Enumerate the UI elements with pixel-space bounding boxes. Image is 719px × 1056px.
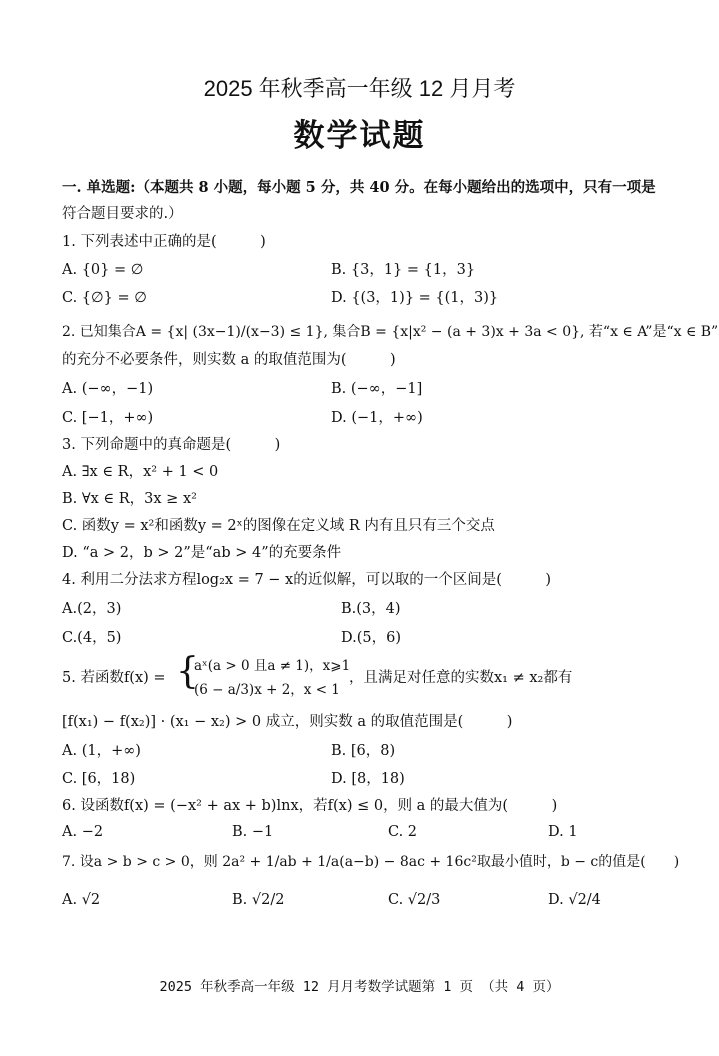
q2-stem-line1: 2. 已知集合A = {x| (3x−1)/(x−3) ≤ 1}, 集合B = {x|x² − (a + 3)x + 3a < 0}, 若“x ∈ A”是“x ∈ B” xyxy=(62,324,719,340)
q4-option-d: D.(5，6) xyxy=(341,630,401,646)
q7-option-c: C. √2/3 xyxy=(388,892,441,908)
q7-option-b: B. √2/2 xyxy=(232,892,285,908)
q5-stem-line2: [f(x₁) − f(x₂)] · (x₁ − x₂) > 0 成立，则实数 a 的取值范围是( ) xyxy=(62,714,513,730)
q5-option-a: A. (1，+∞) xyxy=(62,743,141,759)
section-heading-line1: 一. 单选题:（本题共 8 小题，每小题 5 分，共 40 分。在每小题给出的选项中，只有一项是 xyxy=(62,179,656,196)
q7-option-d: D. √2/4 xyxy=(548,892,601,908)
q3-option-c: C. 函数y = x²和函数y = 2ˣ的图像在定义域 R 内有且只有三个交点 xyxy=(62,518,495,534)
q6-option-c: C. 2 xyxy=(388,824,418,840)
q6-option-d: D. 1 xyxy=(548,824,578,840)
exam-subject-title: 数学试题 xyxy=(293,118,426,154)
q5-piecewise-case2: (6 − a/3)x + 2，x < 1 xyxy=(194,682,340,698)
page-footer: 2025 年秋季高一年级 12 月月考数学试题第 1 页 （共 4 页） xyxy=(159,979,560,995)
q3-stem: 3. 下列命题中的真命题是( ) xyxy=(62,437,281,453)
q1-option-a: A. {0} = ∅ xyxy=(62,262,144,278)
q5-stem-prefix: 5. 若函数f(x) = xyxy=(62,670,166,686)
q3-option-d: D. “a > 2，b > 2”是“ab > 4”的充要条件 xyxy=(62,545,342,561)
q6-option-b: B. −1 xyxy=(232,824,274,840)
q3-option-a: A. ∃x ∈ R，x² + 1 < 0 xyxy=(62,464,219,480)
q4-stem: 4. 利用二分法求方程log₂x = 7 − x的近似解，可以取的一个区间是( ) xyxy=(62,572,552,588)
q6-option-a: A. −2 xyxy=(62,824,104,840)
q2-option-a: A. (−∞，−1) xyxy=(62,381,154,397)
q1-stem: 1. 下列表述中正确的是( ) xyxy=(62,234,266,250)
exam-title: 2025 年秋季高一年级 12 月月考 xyxy=(203,76,516,101)
q1-option-c: C. {∅} = ∅ xyxy=(62,290,147,306)
q2-stem-line2: 的充分不必要条件，则实数 a 的取值范围为( ) xyxy=(62,352,396,368)
section-heading-line2: 符合题目要求的.） xyxy=(62,206,183,222)
q7-option-a: A. √2 xyxy=(62,892,101,908)
q7-stem: 7. 设a > b > c > 0，则 2a² + 1/ab + 1/a(a−b) − 8ac + 16c²取最小值时，b − c的值是( ) xyxy=(62,854,680,870)
q5-option-c: C. [6，18) xyxy=(62,771,136,787)
q4-option-a: A.(2，3) xyxy=(62,601,122,617)
q4-option-c: C.(4，5) xyxy=(62,630,122,646)
q1-option-d: D. {(3，1)} = {(1，3)} xyxy=(331,290,499,306)
q5-piecewise-case1: aˣ(a > 0 且a ≠ 1)，x⩾1 xyxy=(194,658,351,674)
q4-option-b: B.(3，4) xyxy=(341,601,401,617)
q5-stem-suffix: ，且满足对任意的实数x₁ ≠ x₂都有 xyxy=(349,670,573,686)
q3-option-b: B. ∀x ∈ R，3x ≥ x² xyxy=(62,491,197,507)
q6-stem: 6. 设函数f(x) = (−x² + ax + b)lnx，若f(x) ≤ 0，则 a 的最大值为( ) xyxy=(62,798,558,814)
q5-option-d: D. [8，18) xyxy=(331,771,405,787)
q1-option-b: B. {3，1} = {1，3} xyxy=(331,262,476,278)
q5-piecewise-brace: { xyxy=(176,651,199,692)
q2-option-d: D. (−1，+∞) xyxy=(331,410,423,426)
q5-option-b: B. [6，8) xyxy=(331,743,396,759)
q2-option-c: C. [−1，+∞) xyxy=(62,410,154,426)
q2-option-b: B. (−∞，−1] xyxy=(331,381,423,397)
